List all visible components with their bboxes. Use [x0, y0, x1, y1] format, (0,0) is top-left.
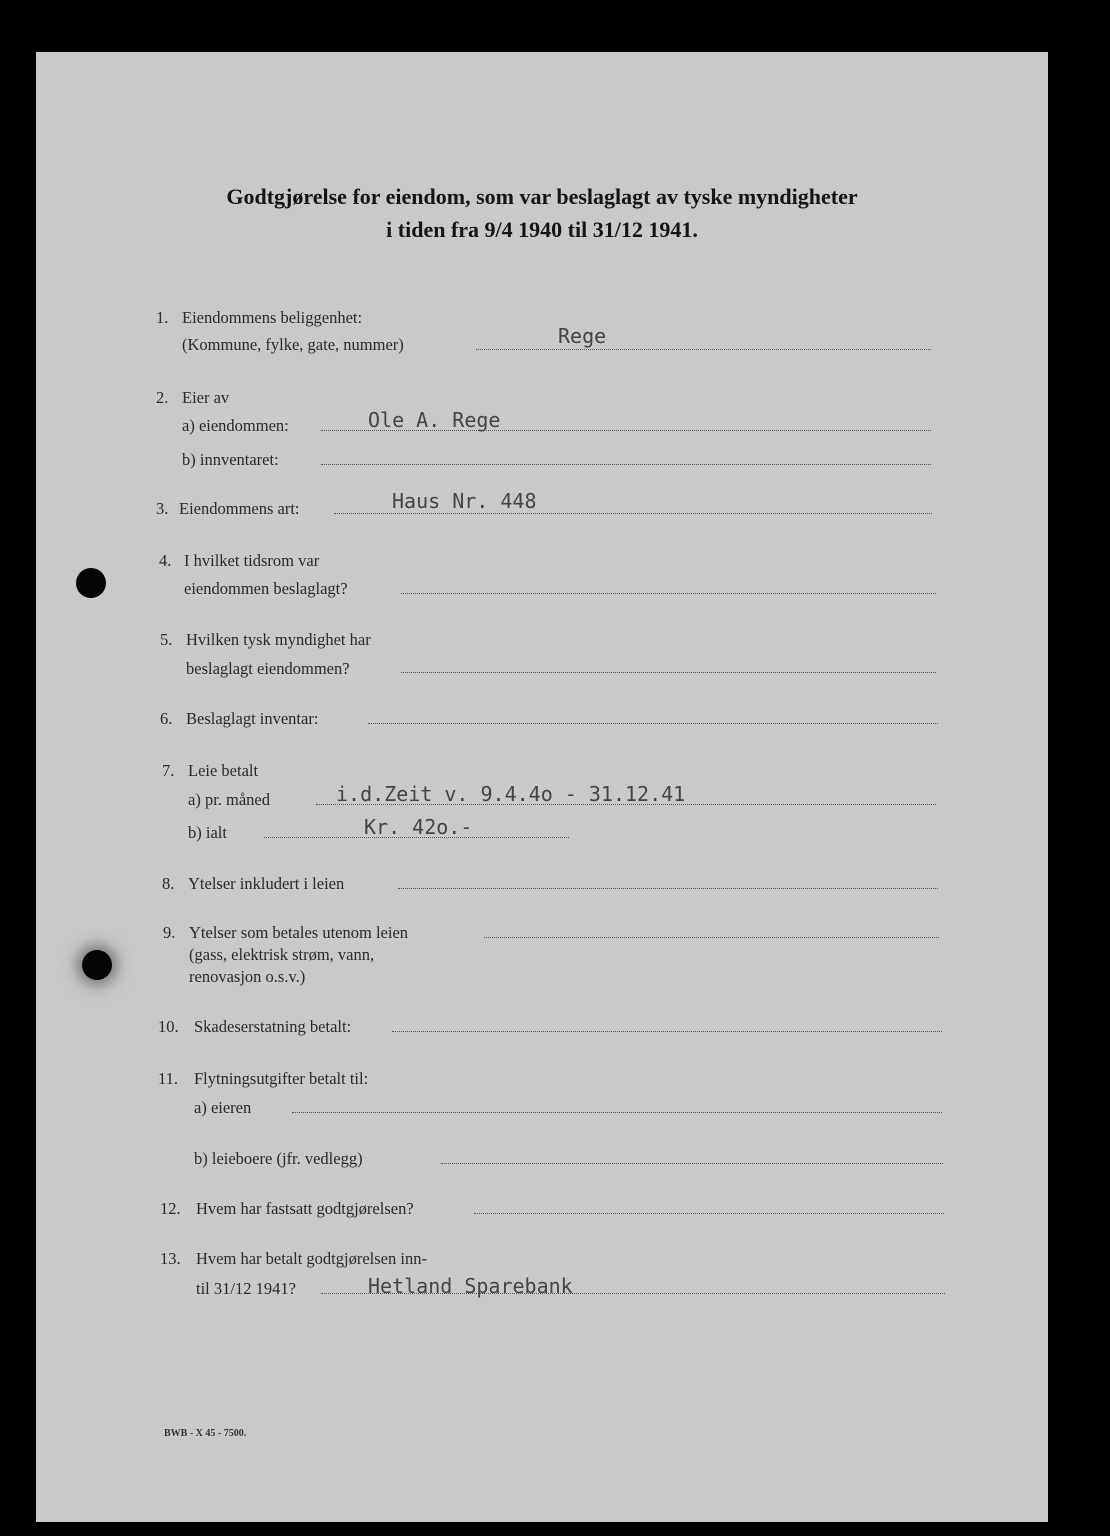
- q2-label: Eier av: [182, 388, 230, 407]
- q13-number: 13.: [160, 1249, 181, 1268]
- q9-sublabel-2: renovasjon o.s.v.): [189, 967, 306, 986]
- q3-answer: Haus Nr. 448: [392, 489, 537, 513]
- q5-label: Hvilken tysk myndighet har: [186, 630, 371, 649]
- q7b-label: b) ialt: [188, 823, 227, 842]
- q2a-label: a) eiendommen:: [182, 416, 289, 435]
- q11-number: 11.: [158, 1069, 179, 1088]
- q7-number: 7.: [162, 761, 175, 780]
- q6-answer-line: [368, 723, 938, 724]
- q12-answer-line: [474, 1213, 944, 1214]
- q4-answer-line: [401, 593, 936, 594]
- q10-label: Skadeserstatning betalt:: [194, 1017, 352, 1036]
- q4-number: 4.: [159, 551, 172, 570]
- q9-label: Ytelser som betales utenom leien: [189, 923, 409, 942]
- form-footer-code: BWB - X 45 - 7500.: [164, 1428, 247, 1439]
- q3-answer-line: [334, 513, 932, 514]
- q10-number: 10.: [158, 1017, 179, 1036]
- q2b-answer-line: [321, 464, 931, 465]
- q1-answer: Rege: [558, 324, 607, 348]
- q4-sublabel: eiendommen beslaglagt?: [184, 579, 348, 598]
- q9-number: 9.: [163, 923, 176, 942]
- q11-label: Flytningsutgifter betalt til:: [194, 1069, 369, 1088]
- q7b-answer: Kr. 42o.-: [364, 815, 473, 839]
- q12-number: 12.: [160, 1199, 181, 1218]
- q6-number: 6.: [160, 709, 173, 728]
- q2-number: 2.: [156, 388, 169, 407]
- q11b-label: b) leieboere (jfr. vedlegg): [194, 1149, 363, 1168]
- q8-answer-line: [398, 888, 938, 889]
- punch-hole-bottom: [82, 950, 112, 980]
- q12-label: Hvem har fastsatt godtgjørelsen?: [196, 1199, 414, 1218]
- q1-answer-line: [476, 349, 931, 350]
- form-page: [36, 52, 1048, 1522]
- form-title-line-1: Godtgjørelse for eiendom, som var beslaglagt av tyske myndigheter: [226, 184, 858, 209]
- q3-number: 3.: [156, 499, 169, 518]
- q4-label: I hvilket tidsrom var: [184, 551, 320, 570]
- q9-answer-line: [484, 937, 939, 938]
- q7a-answer: i.d.Zeit v. 9.4.4o - 31.12.41: [336, 782, 686, 806]
- punch-hole-top: [76, 568, 106, 598]
- q2b-label: b) innventaret:: [182, 450, 279, 469]
- q2a-answer: Ole A. Rege: [368, 408, 501, 432]
- q10-answer-line: [392, 1031, 942, 1032]
- q7-label: Leie betalt: [188, 761, 259, 780]
- q6-label: Beslaglagt inventar:: [186, 709, 319, 728]
- q7a-label: a) pr. måned: [188, 790, 271, 809]
- q13-answer: Hetland Sparebank: [368, 1274, 573, 1298]
- q11b-answer-line: [441, 1163, 943, 1164]
- form-title-line-2: i tiden fra 9/4 1940 til 31/12 1941.: [386, 217, 698, 242]
- q1-label: Eiendommens beliggenhet:: [182, 308, 363, 327]
- form-title: [36, 180, 1048, 246]
- q5-number: 5.: [160, 630, 173, 649]
- q5-answer-line: [401, 672, 936, 673]
- q13-sublabel: til 31/12 1941?: [196, 1279, 296, 1298]
- q5-sublabel: beslaglagt eiendommen?: [186, 659, 350, 678]
- q11a-answer-line: [292, 1112, 942, 1113]
- q1-sublabel: (Kommune, fylke, gate, nummer): [182, 335, 404, 354]
- q13-label: Hvem har betalt godtgjørelsen inn-: [196, 1249, 427, 1268]
- q8-label: Ytelser inkludert i leien: [188, 874, 345, 893]
- q8-number: 8.: [162, 874, 175, 893]
- q3-label: Eiendommens art:: [179, 499, 300, 518]
- q11a-label: a) eieren: [194, 1098, 252, 1117]
- q1-number: 1.: [156, 308, 169, 327]
- q9-sublabel-1: (gass, elektrisk strøm, vann,: [189, 945, 375, 964]
